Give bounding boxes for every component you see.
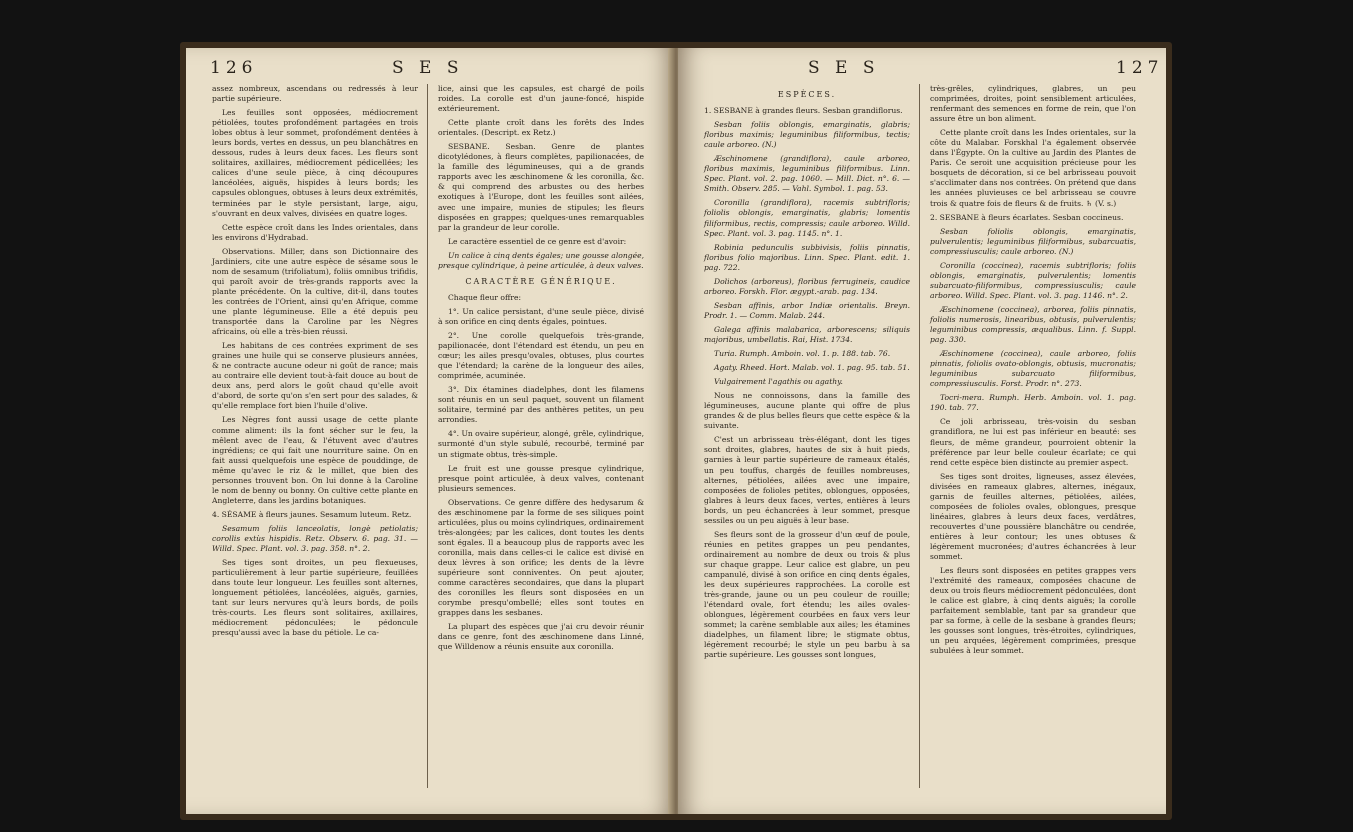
synonym: Æschinomene (coccinea), arborea, foliis pinnatis, foliolis numerosis, linearibus, obtusis, pulverulentis; leguminibus compressis, æqualibus. Linn. f. Suppl. pag. 330. <box>930 304 1136 345</box>
paragraph: Le caractère essentiel de ce genre est d'avoir: <box>448 236 627 246</box>
running-title: S E S <box>808 58 880 78</box>
left-column-a <box>212 84 418 642</box>
species-heading: 2. SESBANE à fleurs écarlates. Sesban coccineus. <box>930 212 1124 222</box>
genus-entry: SESBANE. Sesban. Genre de plantes dicotylédones, à fleurs complètes, papilionacées, de la famille des légumineuses, qui a de grands rapports avec les æschinomene & les coronilla, &c. & qui comprend des arbustes ou des herbes exotiques à l'Europe, dont les feuilles sont ailées, avec une impaire, munies de stipules; les fleurs disposées en grappes; quelques-unes remarquables par la grandeur de leur corolle. <box>438 142 644 232</box>
synonym: Vulgairement l'agathis ou agathy. <box>714 377 843 387</box>
paragraph: 3°. Dix étamines diadelphes, dont les filamens sont réunis en un seul paquet, souvent un filament solitaire, terminé par des anthères petites, un peu arrondies. <box>438 385 644 425</box>
page-number: 126 <box>210 58 258 78</box>
paragraph: La plupart des espèces que j'ai cru devoir réunir dans ce genre, font des æschinomene dans Linné, que Willdenow a réunis ensuite aux coronilla. <box>438 622 644 652</box>
paragraph: Observations. Ce genre diffère des hedysarum & des æschinomene par la forme de ses siliques point articulées, plus ou moins cylindriques, ordinairement très-alongées; par les calices, dont toutes les dents sont égales. Il a beaucoup plus de rapports avec les coronilla, mais dans celles-ci le calice est divisé en deux lèvres à son orifice; les dents de la lèvre supérieure sont conniventes. On peut ajouter, comme caractères secondaires, que dans la plupart des coronilles les fleurs sont disposées en un corymbe presqu'ombellé; elles sont toutes en grappes dans les sesbanes. <box>438 497 644 618</box>
left-page-header <box>186 58 674 84</box>
essential-character: Un calice à cinq dents égales; une gousse alongée, presque cylindrique, à peine articulée, à deux valves. <box>438 250 644 270</box>
species-heading: 4. SÉSAME à fleurs jaunes. Sesamum luteum. Retz. <box>212 509 412 519</box>
column-rule <box>919 84 920 788</box>
section-heading: ESPÈCES. <box>777 90 837 99</box>
paragraph: Ses fleurs sont de la grosseur d'un œuf de poule, réunies en petites grappes un peu pendantes, ordinairement au nombre de deux ou trois & plus sur chaque grappe. Leur calice est glabre, un peu campanulé, divisé à son orifice en cinq dents égales, les deux supérieures rapprochées. La corolle est très-grande, jaune ou un peu couleur de rouille; l'étendard ovale, fort étendu; les ailes ovales-oblongues, légèrement courbées en faux vers leur sommet; la carène semblable aux ailes; les étamines diadelphes, un filament libre; le stigmate obtus, légèrement recourbé; le style un peu barbu à sa partie supérieure. Les gousses sont longues, <box>704 529 910 660</box>
paragraph: Ses tiges sont droites, ligneuses, assez élevées, divisées en rameaux glabres, alternes, inégaux, garnis de feuilles alternes, pétiolées, ailées, composées de folioles ovales, oblongues, presque linéaires, glabres à leurs deux faces, verdâtres, recouvertes d'une poussière blanchâtre ou cendrée, entières à leur contour; les unes obtuses & légèrement mucronées; d'autres échancrées à leur sommet. <box>930 471 1136 562</box>
paragraph: C'est un arbrisseau très-élégant, dont les tiges sont droites, glabres, hautes de six à huit pieds, garnies à leur partie supérieure de rameaux étalés, un peu touffus, chargés de feuilles nombreuses, alternes, pétiolées, ailées avec une impaire, composées de folioles petites, oblongues, opposées, glabres à leurs deux faces, vertes, entières à leurs bords, un peu échancrées à leur sommet, presque sessiles ou un peu aiguës à leur base. <box>704 435 910 525</box>
running-title: S E S <box>392 58 464 78</box>
synonym: Coronilla (coccinea), racemis subtrifloris; foliis oblongis, emarginatis, pulverulentis; lomentis subarcuato-filiformibus, compressiusculis; caule arboreo. Willd. Spec. Plant. vol. 3. pag. 1146. n°. 2. <box>930 260 1136 300</box>
synonym: Robinia pedunculis subbivisis, foliis pinnatis, floribus folio majoribus. Linn. Spec. Plant. edit. 1. pag. 722. <box>704 242 910 272</box>
paragraph: assez nombreux, ascendans ou redressés à leur partie supérieure. <box>212 84 418 104</box>
left-column-b <box>438 84 644 656</box>
right-page-header <box>678 58 1166 84</box>
synonym: Æschinomene (grandiflora), caule arboreo, floribus maximis, leguminibus filiformibus. Linn. Spec. Plant. vol. 2. pag. 1060. — Mill. Dict. n°. 6. — Smith. Observ. 285. — Vahl. Symbol. 1. pag. 53. <box>704 154 910 194</box>
paragraph: Les feuilles sont opposées, médiocrement pétiolées, toutes profondément partagées en trois lobes obtus à leur sommet, profondément dentées à leurs bords, vertes en dessus, un peu blanchâtres en dessous, rudes à leurs deux faces. Les fleurs sont solitaires, axillaires, médiocrement pédicellées; les calices d'une seule pièce, à cinq découpures lancéolées, aiguës, hispides à leurs bords; les capsules oblongues, obtuses à leurs deux extrémités, terminées par le style persistant, large, aigu, s'ouvrant en deux valves, divisées en quatre loges. <box>212 108 418 218</box>
synonym: Æschinomene (coccinea), caule arboreo, foliis pinnatis, foliolis ovato-oblongis, obtusis, mucronatis; leguminibus subarcuato filiformibus, compressiusculis. Forst. Prodr. n°. 273. <box>930 349 1136 389</box>
species-diagnosis: Sesban foliis oblongis, emarginatis, glabris; floribus maximis; leguminibus filiformibus, tectis; caule arboreo. (N.) <box>704 120 910 150</box>
synonym: Agaty. Rheed. Hort. Malab. vol. 1. pag. 95. tab. 51. <box>714 363 910 373</box>
right-column-a <box>704 84 910 664</box>
page-number: 127 <box>1116 58 1164 78</box>
synonym: Dolichos (arboreus), floribus ferrugineis, caudice arboreo. Forskh. Flor. ægypt.-arab. pag. 134. <box>704 276 910 296</box>
paragraph: très-grêles, cylindriques, glabres, un peu comprimées, droites, point sensiblement articulées, renfermant des semences en forme de rein, que l'on assure être un bon aliment. <box>930 84 1136 124</box>
paragraph: Cette plante croît dans les Indes orientales, sur la côte du Malabar. Forskhal l'a également observée dans l'Égypte. On la cultive au Jardin des Plantes de Paris. Ce seroit une acquisition précieuse pour les bosquets de décoration, si ce bel arbrisseau pouvoit s'acclimater dans nos contrées. On prétend que dans les années pluvieuses ce bel arbrisseau se couvre trois & quatre fois de fleurs & de fruits. ♄ (V. s.) <box>930 128 1136 208</box>
paragraph: Les habitans de ces contrées expriment de ses graines une huile qui se conserve plusieurs années, & ne contracte aucune odeur ni goût de rance; mais au contraire elle devient tout-à-fait douce au bout de deux ans, perd alors le goût chaud qu'elle avoit d'abord, de sorte qu'on s'en sert pour des salades, & qu'elle remplace fort bien l'huile d'olive. <box>212 341 418 411</box>
species-diagnosis: Sesban foliolis oblongis, emarginatis, pulverulentis; leguminibus filiformibus, subarcuatis, compressiusculis; caule arboreo. (N.) <box>930 226 1136 256</box>
paragraph: 2°. Une corolle quelquefois très-grande, papilionacée, dont l'étendard est étendu, un peu en cœur; les ailes presqu'ovales, obtuses, plus courtes que l'étendard; la carène de la longueur des ailes, comprimée, acuminée. <box>438 330 644 381</box>
synonym: Galega affinis malabarica, arborescens; siliquis majoribus, umbellatis. Rai, Hist. 1734. <box>704 324 910 344</box>
column-rule <box>427 84 428 788</box>
paragraph: Cette espèce croît dans les Indes orientales, dans les environs d'Hydrabad. <box>212 222 418 242</box>
species-diagnosis: Sesamum foliis lanceolatis, longè petiolatis; corollis extùs hispidis. Retz. Observ. 6. pag. 31. — Willd. Spec. Plant. vol. 3. pag. 358. n°. 2. <box>212 523 418 554</box>
paragraph: Cette plante croît dans les forêts des Indes orientales. (Descript. ex Retz.) <box>438 118 644 138</box>
paragraph: Chaque fleur offre: <box>448 292 522 302</box>
left-page <box>186 48 674 814</box>
open-book <box>186 42 1166 820</box>
synonym: Turia. Rumph. Amboin. vol. 1. p. 188. tab. 76. <box>714 349 891 359</box>
paragraph: Ce joli arbrisseau, très-voisin du sesban grandiflora, ne lui est pas inférieur en beauté: ses fleurs, de même grandeur, pourroient obtenir la préférence par leur belle couleur écarlate; ce qui rend cette espèce bien distincte au premier aspect. <box>930 417 1136 467</box>
paragraph: Les Nègres font aussi usage de cette plante comme aliment: ils la font sécher sur le feu, la mêlent avec de l'eau, & l'étuvent avec d'autres ingrédiens; ce qui fait une nourriture saine. On en fait aussi quelquefois une espèce de pouddinge, de même qu'avec le riz & le millet, que bien des personnes trouvent bon. On lui donne à la Caroline le nom de benny ou bonny. On cultive cette plante en Angleterre, dans les jardins botaniques. <box>212 415 418 505</box>
paragraph: lice, ainsi que les capsules, est chargé de poils roides. La corolle est d'un jaune-foncé, hispide extérieurement. <box>438 84 644 114</box>
paragraph: Nous ne connoissons, dans la famille des légumineuses, aucune plante qui offre de plus grandes & de plus belles fleurs que cette espèce & la suivante. <box>704 391 910 431</box>
paragraph: 4°. Un ovaire supérieur, alongé, grêle, cylindrique, surmonté d'un style subulé, recourbé, terminé par un stigmate obtus, très-simple. <box>438 429 644 459</box>
section-heading: CARACTÈRE GÉNÉRIQUE. <box>465 276 617 286</box>
synonym: Coronilla (grandiflora), racemis subtrifloris; foliolis oblongis, emarginatis, glabris; lomentis filiformibus, rectis, compressis; caule arboreo. Willd. Spec. Plant. vol. 3. pag. 1145. n°. 1. <box>704 198 910 238</box>
paragraph: Les fleurs sont disposées en petites grappes vers l'extrémité des rameaux, composées chacune de deux ou trois fleurs médiocrement pédonculées, dont le calice est glabre, à cinq dents aiguës; la corolle parfaitement semblable, tant par sa grandeur que par sa forme, à celle de la sesbane à grandes fleurs; les gousses sont longues, très-étroites, cylindriques, un peu arquées, légèrement comprimées, presque subulées à leur sommet. <box>930 566 1136 656</box>
right-column-b <box>930 84 1136 660</box>
paragraph: 1°. Un calice persistant, d'une seule pièce, divisé à son orifice en cinq dents égales, pointues. <box>438 306 644 326</box>
paragraph: Observations. Miller, dans son Dictionnaire des Jardiniers, cite une autre espèce de sésame sous le nom de sesamum (trifoliatum), foliis omnibus trifidis, qui paroît avoir de très-grands rapports avec la plante précédente. On la cultive, dit-il, dans toutes les contrées de l'Orient, ainsi qu'en Afrique, comme une plante légumineuse. Elle a été depuis peu transportée dans la Caroline par les Nègres africains, où elle a très-bien réussi. <box>212 246 418 337</box>
synonym: Sesban affinis, arbor Indiæ orientalis. Breyn. Prodr. 1. — Comm. Malab. 244. <box>704 300 910 320</box>
paragraph: Le fruit est une gousse presque cylindrique, presque point articulée, à deux valves, contenant plusieurs semences. <box>438 463 644 493</box>
synonym: Tocri-mera. Rumph. Herb. Amboin. vol. 1. pag. 190. tab. 77. <box>930 393 1136 413</box>
paragraph: Ses tiges sont droites, un peu flexueuses, particulièrement à leur partie supérieure, feuillées dans toute leur longueur. Les feuilles sont alternes, longuement pétiolées, lancéolées, aiguës, garnies, tant sur leurs nervures qu'à leurs bords, de poils très-courts. Les fleurs sont solitaires, axillaires, médiocrement pédonculées; le pédoncule presqu'aussi avec la base du pétiole. Le ca- <box>212 558 418 638</box>
species-heading: 1. SESBANE à grandes fleurs. Sesban grandiflorus. <box>704 106 903 116</box>
right-page <box>678 48 1166 814</box>
